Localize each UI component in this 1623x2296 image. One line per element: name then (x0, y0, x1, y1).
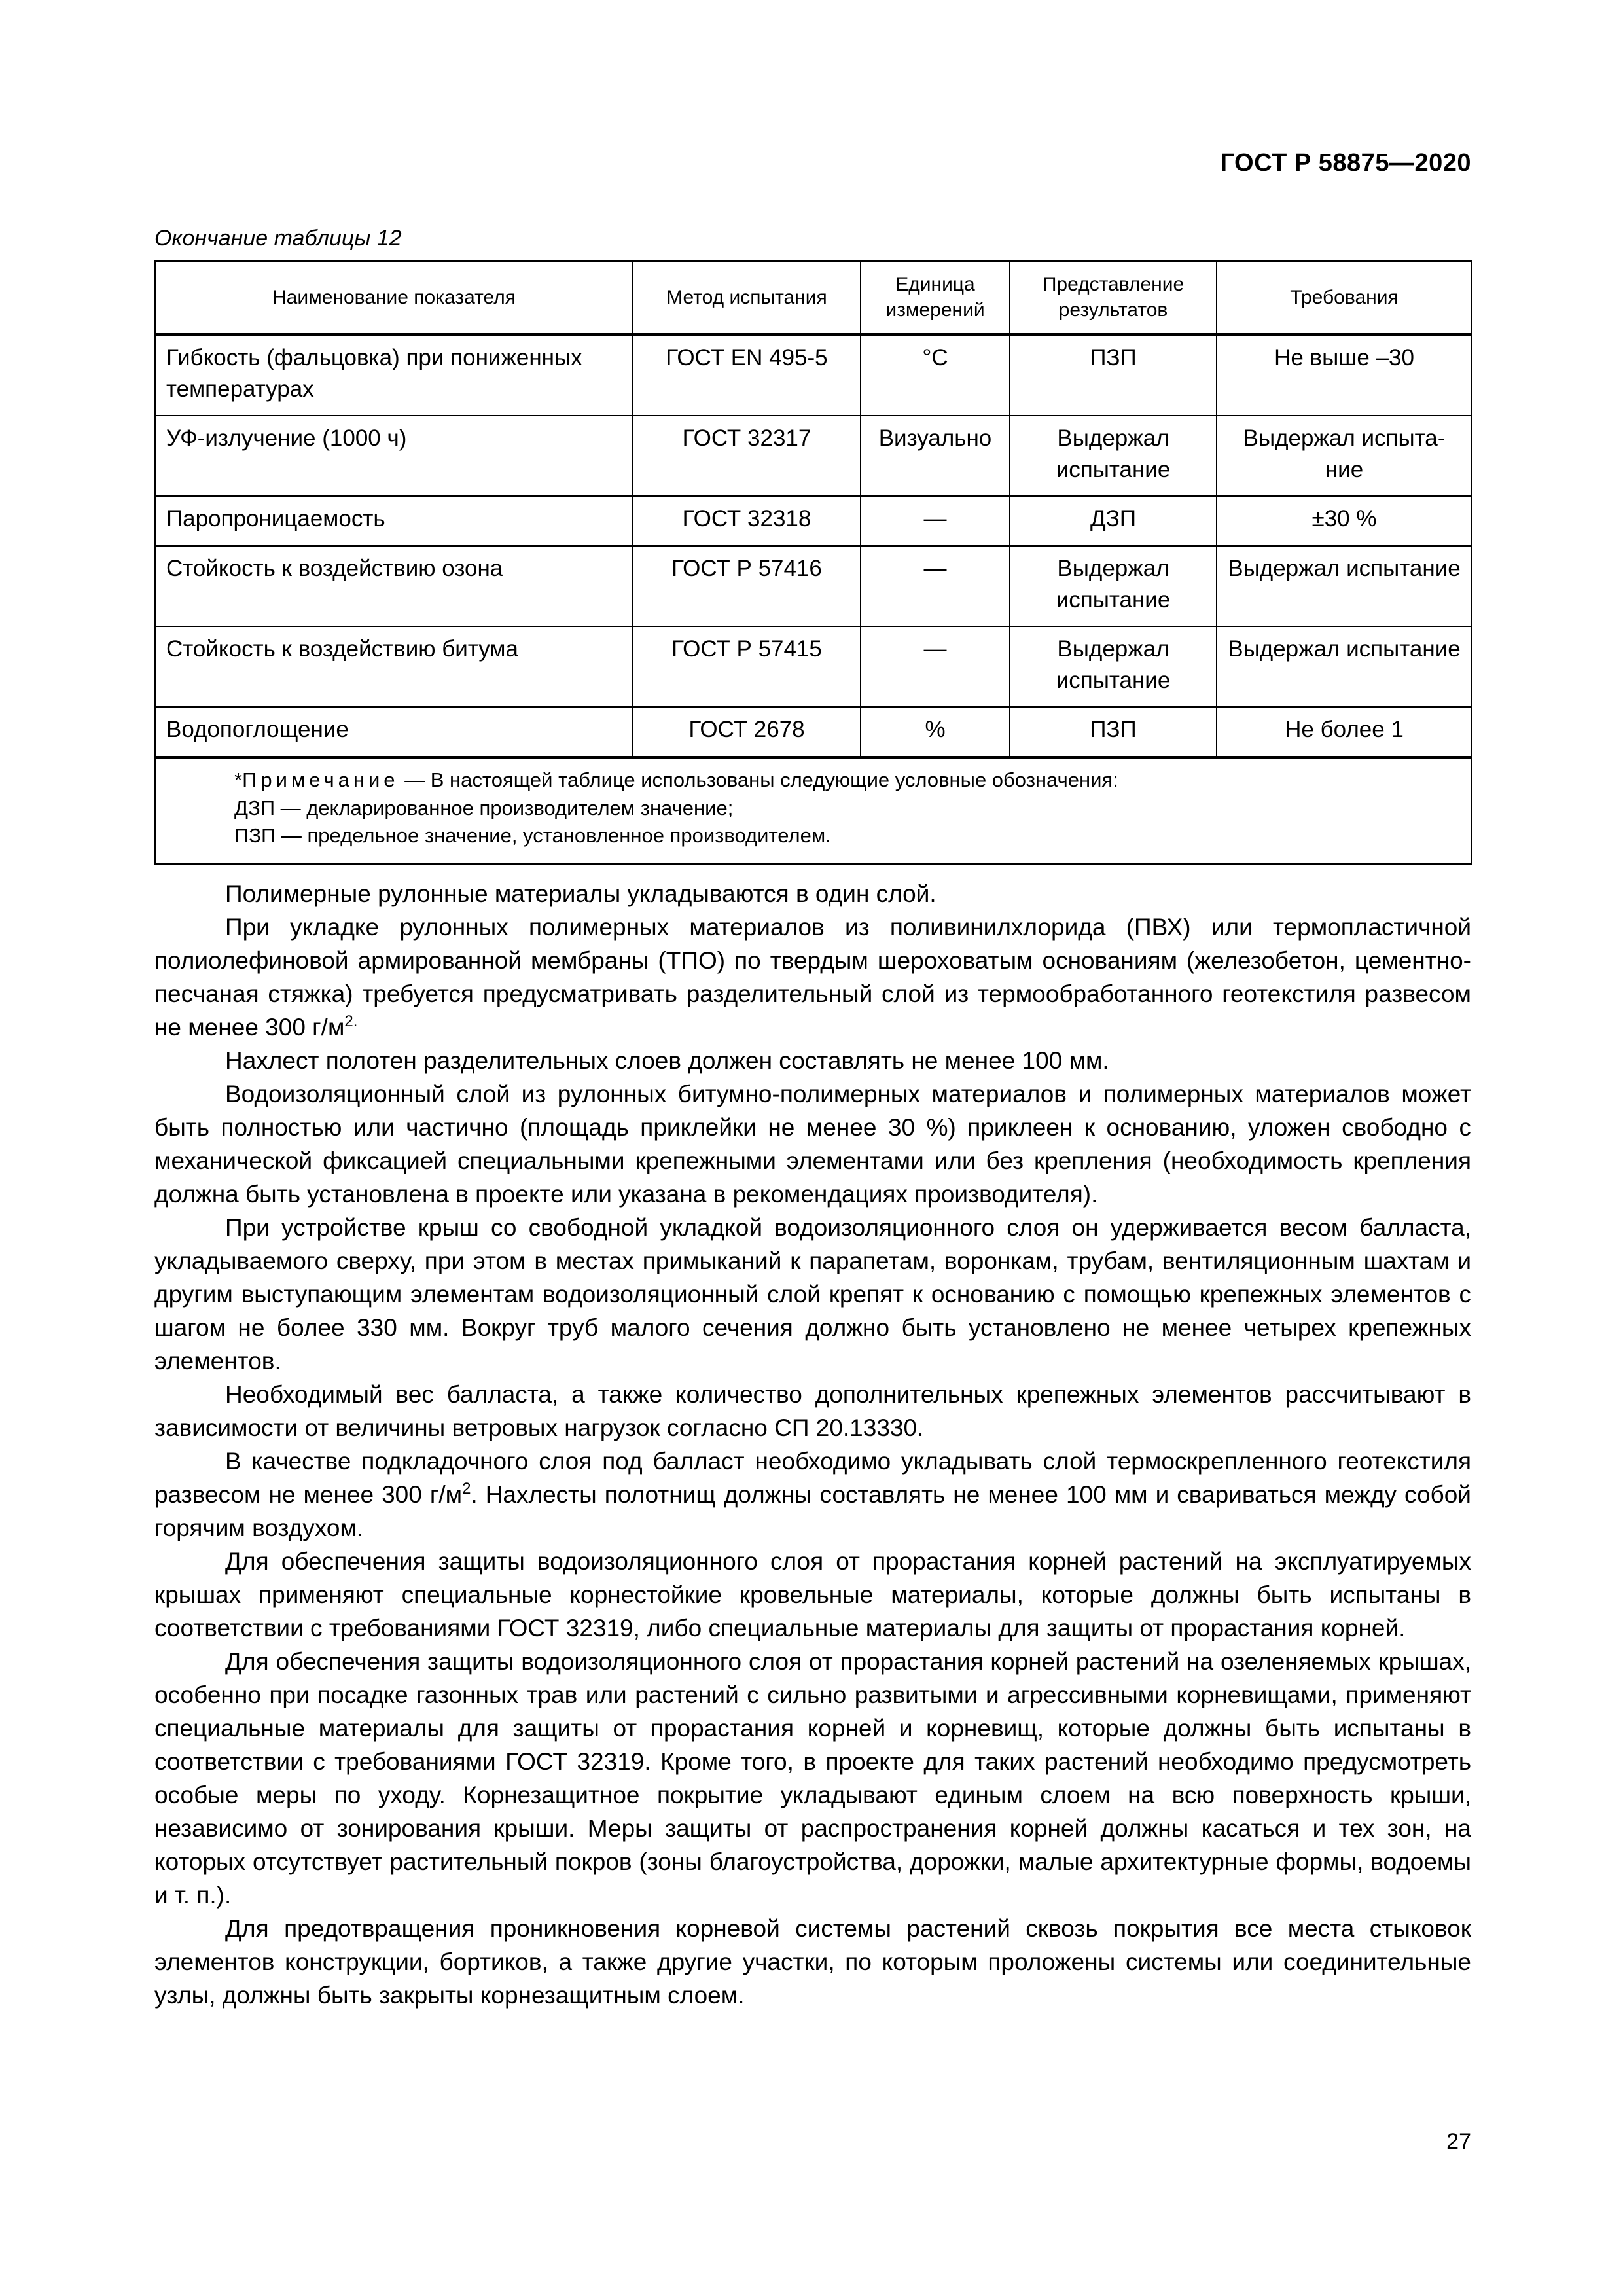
table-row (155, 334, 1472, 416)
paragraph: Для обеспечения защиты водоизоляционного слоя от прорастания корней растений на озеленяемых крышах, особенно при посадке газонных трав или растений с сильно развитыми и агрессивными корневищами, применяют специальные материалы для защиты от прорастания корней и корневищ, которые должны быть испытаны в соответствии с требованиями ГОСТ 32319. Кроме того, в проекте для таких растений необходимо предусмотреть особые меры по уходу. Корнезащитное покрытие укладывают единым слоем на всю поверхность крыши, независимо от зонирования крыши. Меры защиты от распространения корней должны касаться и тех зон, на которых отсутствует растительный покров (зоны благоустройства, дорожки, малые архитектурные формы, водоемы и т. п.). (154, 1648, 1471, 1909)
table-cell: ГОСТ Р 57416 (633, 546, 861, 626)
table-cell: Выдержал испытание (1217, 546, 1472, 626)
column-header: Метод испытания (633, 262, 861, 335)
table-cell: Выдержал испытание (1010, 546, 1217, 626)
table-cell: ДЗП (1010, 496, 1217, 546)
table-cell: Выдержал испыта-ние (1217, 416, 1472, 496)
table-cell: ПЗП (1010, 334, 1217, 416)
table-row (155, 416, 1472, 496)
paragraph: При укладке рулонных полимерных материалов из поливинилхлорида (ПВХ) или термопластичной полиолефиновой армированной мембраны (ТПО) по твердым шероховатым основаниям (железобетон, цементно-песчаная стяжка) требуется предусматривать разделительный слой из термообработанного геотекстиля развесом не менее 300 $г/м^{2.}$ (154, 914, 1471, 1041)
paragraph: Необходимый вес балласта, а также количество дополнительных крепежных элементов рассчитывают в зависимости от величины ветровых нагрузок согласно СП 20.13330. (154, 1381, 1471, 1441)
table-row (155, 546, 1472, 626)
table-cell: ГОСТ 32318 (633, 496, 861, 546)
table-cell: ГОСТ 32317 (633, 416, 861, 496)
table-cell: Стойкость к воздействию озона (155, 546, 633, 626)
paragraph: При устройстве крыш со свободной укладкой водоизоляционного слоя он удерживается весом балласта, укладываемого сверху, при этом в местах примыканий к парапетам, воронкам, трубам, вентиляционным шахтам и другим выступающим элементам водоизоляционный слой крепят к основанию с помощью крепежных элементов с шагом не более 330 мм. Вокруг труб малого сечения должно быть установлено не менее четырех крепежных элементов. (154, 1214, 1471, 1374)
paragraph: Для обеспечения защиты водоизоляционного слоя от прорастания корней растений на эксплуатируемых крышах применяют специальные корнестойкие кровельные материалы, которые должны быть испытаны в соответствии с требованиями ГОСТ 32319, либо специальные материалы для защиты от прорастания корней. (154, 1548, 1471, 1641)
table-cell: °С (861, 334, 1010, 416)
table-caption: Окончание таблицы 12 (154, 226, 402, 251)
table-cell: — (861, 546, 1010, 626)
table-cell: ГОСТ 2678 (633, 707, 861, 757)
table-cell: Паропроницаемость (155, 496, 633, 546)
document-code: ГОСТ Р 58875—2020 (1220, 149, 1471, 177)
table-cell: ±30 % (1217, 496, 1472, 546)
page-number: 27 (1446, 2129, 1471, 2154)
table-cell: ГОСТ Р 57415 (633, 626, 861, 707)
table-cell: Не более 1 (1217, 707, 1472, 757)
paragraph: В качестве подкладочного слоя под балласт необходимо укладывать слой термоскрепленного геотекстиля развесом не менее 300 $г/м^2$. Нахлесты полотнищ должны составлять не менее 100 мм и свариваться между собой горячим воздухом. (154, 1448, 1471, 1541)
table-cell: УФ-излучение (1000 ч) (155, 416, 633, 496)
paragraph: Нахлест полотен разделительных слоев должен составлять не менее 100 мм. (225, 1047, 1109, 1074)
note-intro: — В настоящей таблице использованы следующие условные обозначения: (399, 768, 1118, 791)
table-row (155, 626, 1472, 707)
column-header: Единица измерений (861, 262, 1010, 335)
table-row (155, 496, 1472, 546)
column-header: Представление результатов (1010, 262, 1217, 335)
table-cell: Выдержал испытание (1010, 416, 1217, 496)
paragraph: Водоизоляционный слой из рулонных битумно-полимерных материалов и полимерных материалов может быть полностью или частично (площадь приклейки не менее 30 %) приклеен к основанию, уложен свободно с механической фиксацией специальными крепежными элементами или без крепления (необходимость крепления должна быть установлена в проекте или указана в рекомендациях производителя). (154, 1081, 1471, 1208)
table-note (155, 757, 1472, 865)
table-cell: % (861, 707, 1010, 757)
note-line: ДЗП — декларированное производителем значение; (234, 796, 734, 819)
requirements-table (154, 260, 1472, 865)
note-label: Примечание (242, 768, 399, 791)
column-header: Наименование показателя (155, 262, 633, 335)
table-cell: Гибкость (фальцовка) при пониженных температурах (155, 334, 633, 416)
table-cell: ПЗП (1010, 707, 1217, 757)
table-cell: Водопоглощение (155, 707, 633, 757)
column-header: Требования (1217, 262, 1472, 335)
paragraph: Для предотвращения проникновения корневой системы растений сквозь покрытия все места стыковок элементов конструкции, бортиков, а также другие участки, по которым проложены системы или соединительные узлы, должны быть закрыты корнезащитным слоем. (154, 1915, 1471, 2009)
table-cell: Не выше –30 (1217, 334, 1472, 416)
table-row (155, 707, 1472, 757)
table-note-row (155, 757, 1472, 865)
table-cell: Визуально (861, 416, 1010, 496)
table-cell: — (861, 496, 1010, 546)
table-cell: Выдержал испытание (1217, 626, 1472, 707)
table-cell: ГОСТ EN 495-5 (633, 334, 861, 416)
paragraph: Полимерные рулонные материалы укладываются в один слой. (225, 880, 936, 907)
table-cell: Выдержал испытание (1010, 626, 1217, 707)
table-header-row (155, 262, 1472, 335)
body-text (154, 877, 1471, 2012)
note-asterisk: * (234, 768, 243, 791)
table-cell: — (861, 626, 1010, 707)
note-line: ПЗП — предельное значение, установленное производителем. (234, 824, 831, 848)
table-cell: Стойкость к воздействию битума (155, 626, 633, 707)
